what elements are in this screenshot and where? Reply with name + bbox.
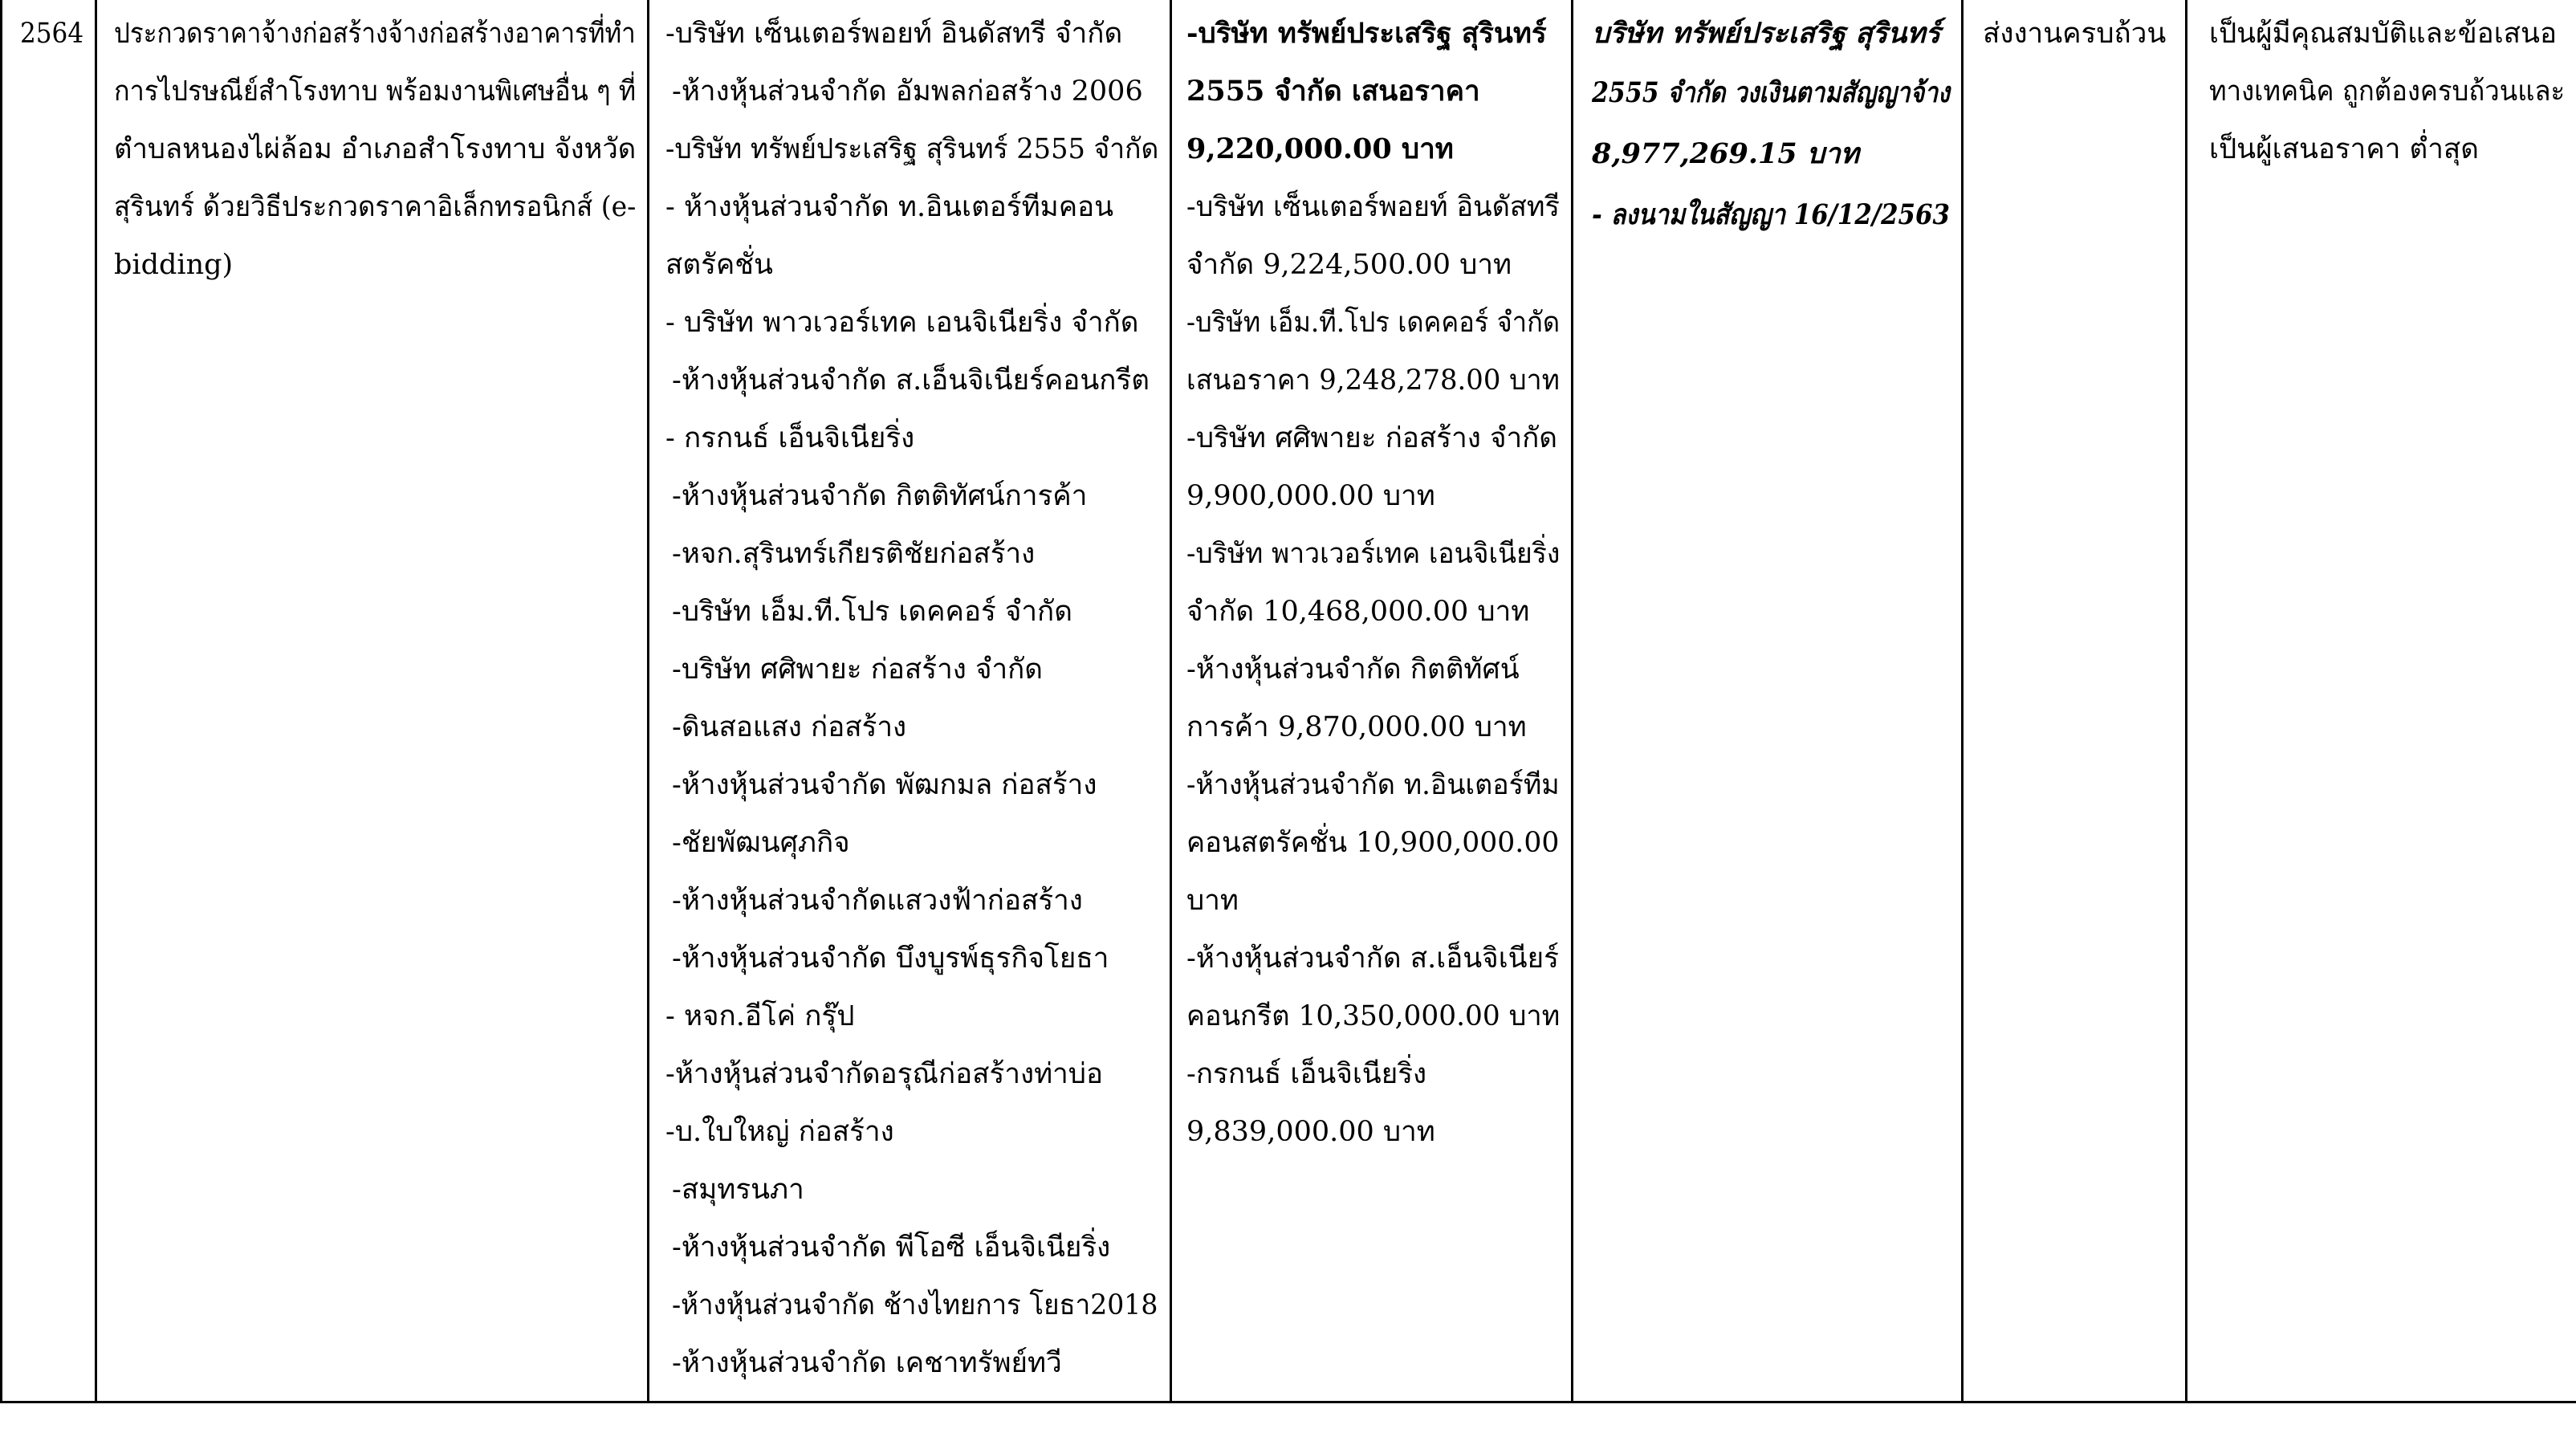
- offer-line: จำกัด 10,468,000.00 บาท: [1186, 596, 1530, 628]
- bidder-line: -ห้างหุ้นส่วนจำกัด กิตติทัศน์การค้า: [672, 480, 1088, 512]
- bidder-line: -ห้างหุ้นส่วนจำกัด ช้างไทยการ โยธา2018: [672, 1289, 1158, 1321]
- winner-line: 2555 จำกัด วงเงินตามสัญญาจ้าง: [1592, 76, 1950, 109]
- project-line: bidding): [114, 249, 234, 281]
- winner-cell: [1573, 0, 1961, 1401]
- bidder-line: -ห้างหุ้นส่วนจำกัด อัมพลก่อสร้าง 2006: [672, 75, 1143, 108]
- year-text: 2564: [20, 18, 84, 50]
- bidder-line: -สมุทรนภา: [672, 1174, 804, 1206]
- offer-line: คอนกรีต 10,350,000.00 บาท: [1186, 1000, 1561, 1032]
- reason-line: เป็นผู้เสนอราคา ต่ำสุด: [2209, 133, 2480, 165]
- bidder-line: - กรกนธ์ เอ็นจิเนียริ่ง: [665, 422, 915, 454]
- bidder-line: - หจก.อีโค่ กรุ๊ป: [665, 1000, 855, 1032]
- delivery-text: ส่งงานครบถ้วน: [1983, 18, 2167, 50]
- bidder-line: -ห้างหุ้นส่วนจำกัด ส.เอ็นจิเนียร์คอนกรีต: [672, 364, 1150, 397]
- bidder-line: -ดินสอแสง ก่อสร้าง: [672, 711, 907, 743]
- offer-line: 9,839,000.00 บาท: [1186, 1116, 1435, 1148]
- bidder-line: -หจก.สุรินทร์เกียรติชัยก่อสร้าง: [672, 538, 1036, 570]
- offer-line: -บริษัท เซ็นเตอร์พอยท์ อินดัสทรี: [1186, 191, 1560, 223]
- bidder-line: -บริษัท ศศิพายะ ก่อสร้าง จำกัด: [672, 653, 1044, 686]
- offer-line: 9,220,000.00 บาท: [1186, 132, 1454, 165]
- offer-line: -ห้างหุ้นส่วนจำกัด กิตติทัศน์: [1186, 653, 1520, 686]
- reason-line: เป็นผู้มีคุณสมบัติและข้อเสนอ: [2209, 18, 2557, 50]
- bidder-line: -ชัยพัฒนศุภกิจ: [672, 827, 850, 859]
- winner-line: - ลงนามในสัญญา 16/12/2563: [1592, 198, 1950, 231]
- bidder-line: สตรัคชั่น: [665, 249, 773, 281]
- bidder-line: -บ.ใบใหญ่ ก่อสร้าง: [665, 1116, 894, 1148]
- bidder-line: -บริษัท เซ็นเตอร์พอยท์ อินดัสทรี จำกัด: [665, 18, 1123, 50]
- winner-line: บริษัท ทรัพย์ประเสริฐ สุรินทร์: [1592, 17, 1941, 50]
- offer-line: จำกัด 9,224,500.00 บาท: [1186, 249, 1512, 281]
- offer-line: -กรกนธ์ เอ็นจิเนียริ่ง: [1186, 1058, 1427, 1090]
- bidder-line: -บริษัท เอ็ม.ที.โปร เดคคอร์ จำกัด: [672, 596, 1072, 628]
- reason-cell: [2187, 0, 2576, 1401]
- bidder-line: -บริษัท ทรัพย์ประเสริฐ สุรินทร์ 2555 จำกัด: [665, 133, 1159, 165]
- offer-line: -ห้างหุ้นส่วนจำกัด ท.อินเตอร์ทีม: [1186, 769, 1560, 801]
- project-line: การไปรษณีย์สำโรงทาบ พร้อมงานพิเศษอื่น ๆ ที่: [114, 75, 637, 108]
- bidders-cell: [649, 0, 1170, 1401]
- offer-line: -บริษัท ทรัพย์ประเสริฐ สุรินทร์: [1186, 17, 1547, 50]
- offer-line: คอนสตรัคชั่น 10,900,000.00: [1186, 827, 1560, 859]
- offer-line: เสนอราคา 9,248,278.00 บาท: [1186, 364, 1560, 397]
- project-line: สุรินทร์ ด้วยวิธีประกวดราคาอิเล็กทรอนิกส์ (e-: [114, 191, 637, 223]
- offer-line: -บริษัท พาวเวอร์เทค เอนจิเนียริ่ง: [1186, 538, 1561, 570]
- table-border-bottom: [0, 1401, 2576, 1403]
- offers-cell: [1172, 0, 1571, 1401]
- project-cell: [97, 0, 647, 1401]
- offer-line: -บริษัท ศศิพายะ ก่อสร้าง จำกัด: [1186, 422, 1558, 454]
- bidder-line: -ห้างหุ้นส่วนจำกัดแสวงฟ้าก่อสร้าง: [672, 885, 1083, 917]
- bidder-line: -ห้างหุ้นส่วนจำกัดอรุณีก่อสร้างท่าบ่อ: [665, 1058, 1104, 1090]
- winner-line: 8,977,269.15 บาท: [1592, 137, 1859, 170]
- offer-line: บาท: [1186, 885, 1239, 917]
- offer-line: 2555 จำกัด เสนอราคา: [1186, 75, 1480, 108]
- bidder-line: - ห้างหุ้นส่วนจำกัด ท.อินเตอร์ทีมคอน: [665, 191, 1114, 223]
- reason-line: ทางเทคนิค ถูกต้องครบถ้วนและ: [2209, 75, 2566, 108]
- offer-line: -ห้างหุ้นส่วนจำกัด ส.เอ็นจิเนียร์: [1186, 942, 1559, 975]
- project-line: ตำบลหนองไผ่ล้อม อำเภอสำโรงทาบ จังหวัด: [114, 133, 637, 165]
- offer-line: 9,900,000.00 บาท: [1186, 480, 1435, 512]
- offer-line: การค้า 9,870,000.00 บาท: [1186, 711, 1527, 743]
- project-line: ประกวดราคาจ้างก่อสร้างจ้างก่อสร้างอาคารที่ทำ: [114, 18, 636, 50]
- bidder-line: -ห้างหุ้นส่วนจำกัด บึงบูรพ์ธุรกิจโยธา: [672, 942, 1109, 975]
- delivery-cell: [1964, 0, 2185, 1401]
- bidder-line: -ห้างหุ้นส่วนจำกัด พัฒกมล ก่อสร้าง: [672, 769, 1097, 801]
- bidder-line: -ห้างหุ้นส่วนจำกัด พีโอซี เอ็นจิเนียริ่ง: [672, 1231, 1111, 1264]
- year-cell: [2, 0, 95, 1401]
- bidder-line: -ห้างหุ้นส่วนจำกัด เคชาทรัพย์ทวี: [672, 1347, 1062, 1379]
- offer-line: -บริษัท เอ็ม.ที.โปร เดคคอร์ จำกัด: [1186, 307, 1561, 339]
- bidder-line: - บริษัท พาวเวอร์เทค เอนจิเนียริ่ง จำกัด: [665, 307, 1139, 339]
